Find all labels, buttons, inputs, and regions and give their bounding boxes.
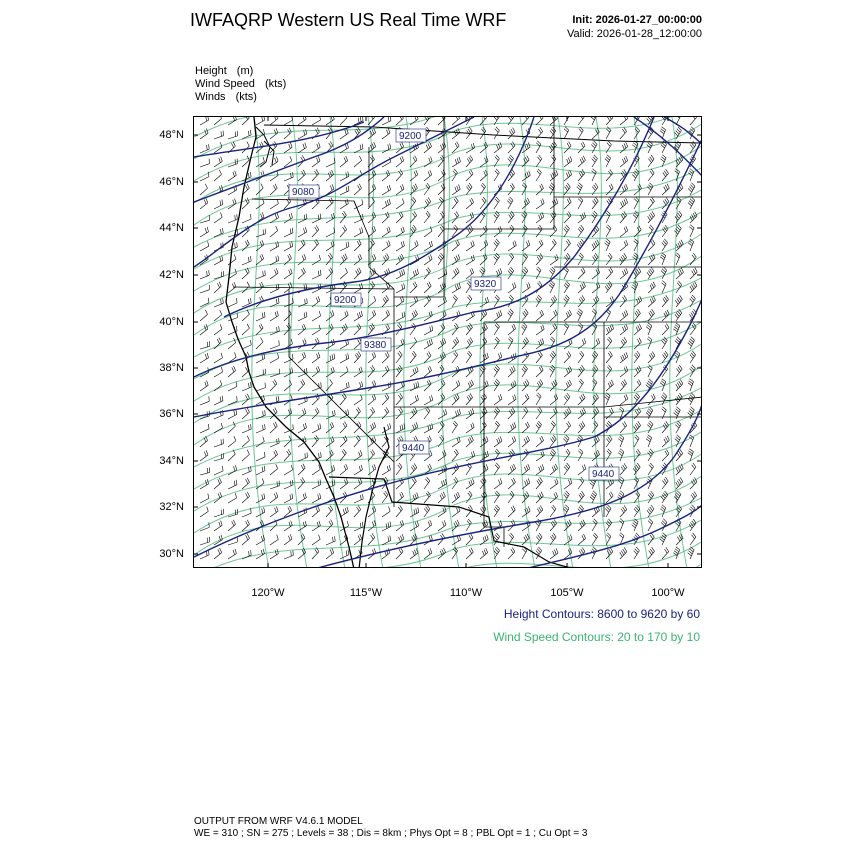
field-label-height — [195, 65, 253, 77]
contour-label: 9320 — [474, 279, 497, 290]
field-name: Height — [195, 65, 227, 77]
plot-title: IWFAQRP Western US Real Time WRF — [190, 10, 507, 30]
x-tick-label: 120°W — [251, 587, 285, 599]
model-info: OUTPUT FROM WRF V4.6.1 MODEL — [194, 816, 363, 827]
y-tick-label: 30°N — [159, 548, 184, 560]
y-tick-label: 34°N — [159, 455, 184, 467]
field-name: Winds — [195, 91, 226, 103]
axis-tick-marks — [185, 110, 715, 580]
x-tick-label: 110°W — [449, 587, 483, 599]
y-tick-label: 48°N — [159, 129, 184, 141]
field-label-wind-speed — [195, 78, 286, 90]
init-time: Init: 2026-01-27_00:00:00 — [572, 14, 702, 26]
y-tick-label: 44°N — [159, 222, 184, 234]
field-name: Wind Speed — [195, 78, 255, 90]
x-tick-label: 115°W — [349, 587, 383, 599]
contour-label: 9200 — [399, 131, 422, 142]
contour-label: 9440 — [402, 443, 425, 454]
y-tick-label: 38°N — [159, 362, 184, 374]
field-label-winds — [195, 91, 257, 103]
height-contour-legend: Height Contours: 8600 to 9620 by 60 — [503, 607, 700, 621]
y-tick-label: 40°N — [159, 316, 184, 328]
y-tick-label: 32°N — [159, 501, 184, 513]
x-tick-label: 100°W — [651, 587, 685, 599]
field-unit: (kts) — [264, 78, 287, 90]
contour-label: 9440 — [592, 469, 615, 480]
y-tick-label: 46°N — [159, 176, 184, 188]
contour-label: 9200 — [334, 295, 357, 306]
wind-speed-contour-legend: Wind Speed Contours: 20 to 170 by 10 — [493, 630, 700, 644]
x-tick-label: 105°W — [550, 587, 584, 599]
y-tick-label: 42°N — [159, 269, 184, 281]
field-unit: (kts) — [235, 91, 257, 103]
valid-time: Valid: 2026-01-28_12:00:00 — [567, 28, 702, 40]
y-tick-label: 36°N — [159, 408, 184, 420]
field-unit: (m) — [236, 65, 254, 77]
contour-label: 9080 — [292, 187, 315, 198]
model-config: WE = 310 ; SN = 275 ; Levels = 38 ; Dis = 8km ; Phys Opt = 8 ; PBL Opt = 1 ; Cu Opt = 3 — [194, 828, 588, 839]
contour-label: 9380 — [364, 340, 387, 351]
